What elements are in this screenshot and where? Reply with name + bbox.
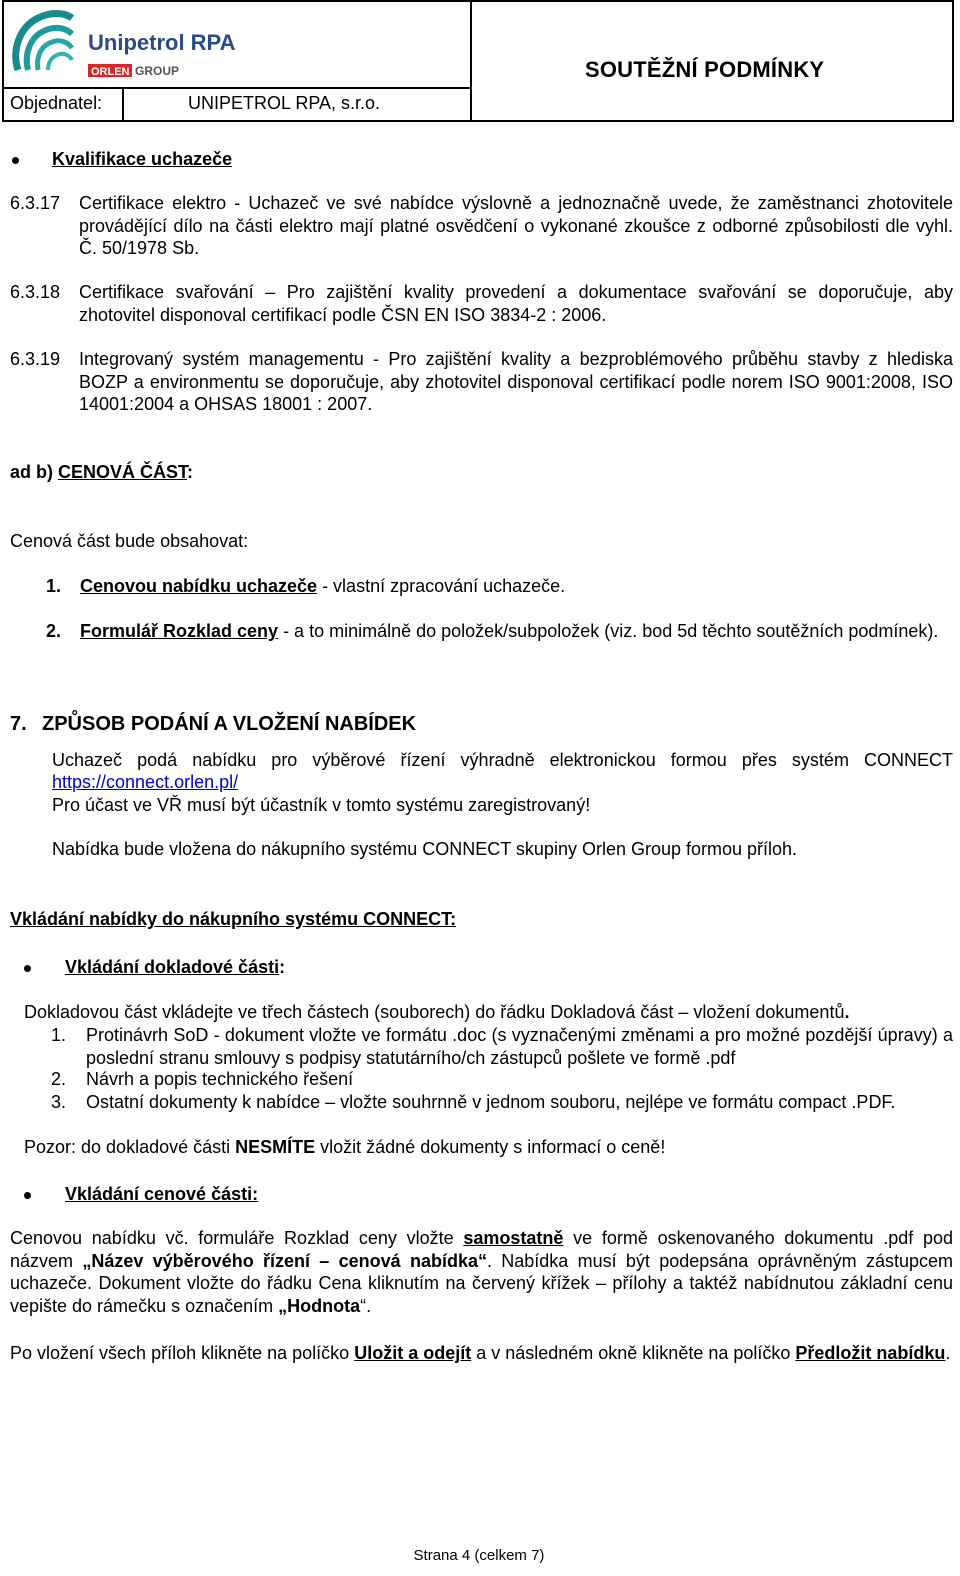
price-section-heading: ad b) CENOVÁ ČÁST:: [10, 462, 194, 482]
section-number: 7.: [10, 713, 27, 735]
group-label: GROUP: [135, 64, 180, 78]
doc-part-intro: Dokladovou část vkládejte ve třech částech (souborech) do řádku Dokladová část – vložení dokumentů.: [24, 1002, 850, 1022]
item-text: Certifikace svařování – Pro zajištění kvality provedení a dokumentace svařování se doporučuje, aby zhotovitel disponoval certifikací podle ČSN EN ISO 3834-2 : 2006.: [79, 282, 953, 325]
item-number: 6.3.18: [10, 282, 61, 302]
company-logo: [10, 8, 240, 82]
header-divider-label: [122, 87, 124, 122]
connect-link-wrapper: [52, 771, 238, 793]
section-title: ZPŮSOB PODÁNÍ A VLOŽENÍ NABÍDEK: [42, 713, 417, 735]
doc-item-number: 1.: [51, 1025, 67, 1045]
client-value: UNIPETROL RPA, s.r.o.: [188, 93, 381, 113]
list-number: 1.: [46, 576, 62, 596]
header-divider-vertical: [470, 2, 472, 122]
doc-part-heading: Vkládání dokladové části:: [65, 957, 286, 977]
list-number: 2.: [46, 621, 62, 641]
price-item-1: Cenovou nabídku uchazeče - vlastní zpracování uchazeče.: [80, 576, 566, 596]
qualification-heading: Kvalifikace uchazeče: [52, 149, 233, 169]
doc-part-warning: Pozor: do dokladové části NESMÍTE vložit žádné dokumenty s informací o ceně!: [24, 1137, 666, 1157]
document-title: SOUTĚŽNÍ PODMÍNKY: [585, 57, 825, 82]
price-part-para1: Cenovou nabídku vč. formuláře Rozklad ceny vložte samostatně ve formě oskenovaného dokumentu .pdf pod názvem „Název výběrového řízení – cenová nabídka“. Nabídka musí být podepsána oprávněným zástupcem uchazeče. Dokument vložte do řádku Cena kliknutím na červený křížek – přílohy a taktéž nabídnutou základní cenu vepište do rámečku s označením „Hodnota“.: [10, 1228, 953, 1316]
company-name: Unipetrol RPA: [88, 30, 236, 55]
section7-para1: Uchazeč podá nabídku pro výběrové řízení výhradně elektronickou formou přes systém CONNECT: [52, 750, 953, 770]
doc-item-text: Protinávrh SoD - dokument vložte ve formátu .doc (s vyznačenými změnami a pro možné pozdější úpravy) a poslední stranu smlouvy s podpisy statutárního/ch zástupců pošlete ve formě .pdf: [86, 1025, 953, 1068]
page-footer: Strana 4 (celkem 7): [413, 1547, 545, 1564]
connect-heading: Vkládání nabídky do nákupního systému CONNECT:: [10, 909, 457, 929]
header-divider-horizontal: [4, 87, 470, 89]
section7-registration: Pro účast ve VŘ musí být účastník v tomto systému zaregistrovaný!: [52, 795, 591, 815]
item-text: Certifikace elektro - Uchazeč ve své nabídce výslovně a jednoznačně uvede, že zaměstnanci zhotovitele provádějící dílo na části elektro mají platné osvědčení o vykonané zkoušce z odborné způsobilosti dle vyhl. Č. 50/1978 Sb.: [79, 193, 953, 258]
price-item-2: Formulář Rozklad ceny - a to minimálně do položek/subpoložek (viz. bod 5d těchto soutěžních podmínek).: [80, 621, 939, 641]
bullet-icon: [12, 157, 19, 164]
doc-item-text: Ostatní dokumenty k nabídce – vložte souhrnně v jednom souboru, nejlépe ve formátu compact .PDF.: [86, 1092, 896, 1112]
item-number: 6.3.19: [10, 349, 61, 369]
price-section-intro: Cenová část bude obsahovat:: [10, 531, 249, 551]
price-part-para2: Po vložení všech příloh klikněte na políčko Uložit a odejít a v následném okně klikněte na políčko Předložit nabídku.: [10, 1343, 951, 1363]
client-label: Objednatel:: [10, 93, 103, 113]
connect-link[interactable]: https://connect.orlen.pl/: [52, 772, 239, 792]
doc-item-text: Návrh a popis technického řešení: [86, 1069, 354, 1089]
bullet-icon: [24, 965, 31, 972]
doc-item-number: 3.: [51, 1092, 67, 1112]
item-number: 6.3.17: [10, 193, 61, 213]
section7-para2: Nabídka bude vložena do nákupního systému CONNECT skupiny Orlen Group formou příloh.: [52, 839, 798, 859]
item-text: Integrovaný systém managementu - Pro zajištění kvality a bezproblémového průběhu stavby z hlediska BOZP a environmentu se doporučuje, aby zhotovitel disponoval certifikací podle norem ISO 9001:2008, ISO 14001:2004 a OHSAS 18001 : 2007.: [79, 349, 953, 414]
doc-item-number: 2.: [51, 1069, 67, 1089]
bullet-icon: [24, 1192, 31, 1199]
unipetrol-logo-icon: [10, 8, 240, 82]
price-part-heading: Vkládání cenové části:: [65, 1184, 259, 1204]
group-brand: ORLEN: [91, 66, 130, 78]
